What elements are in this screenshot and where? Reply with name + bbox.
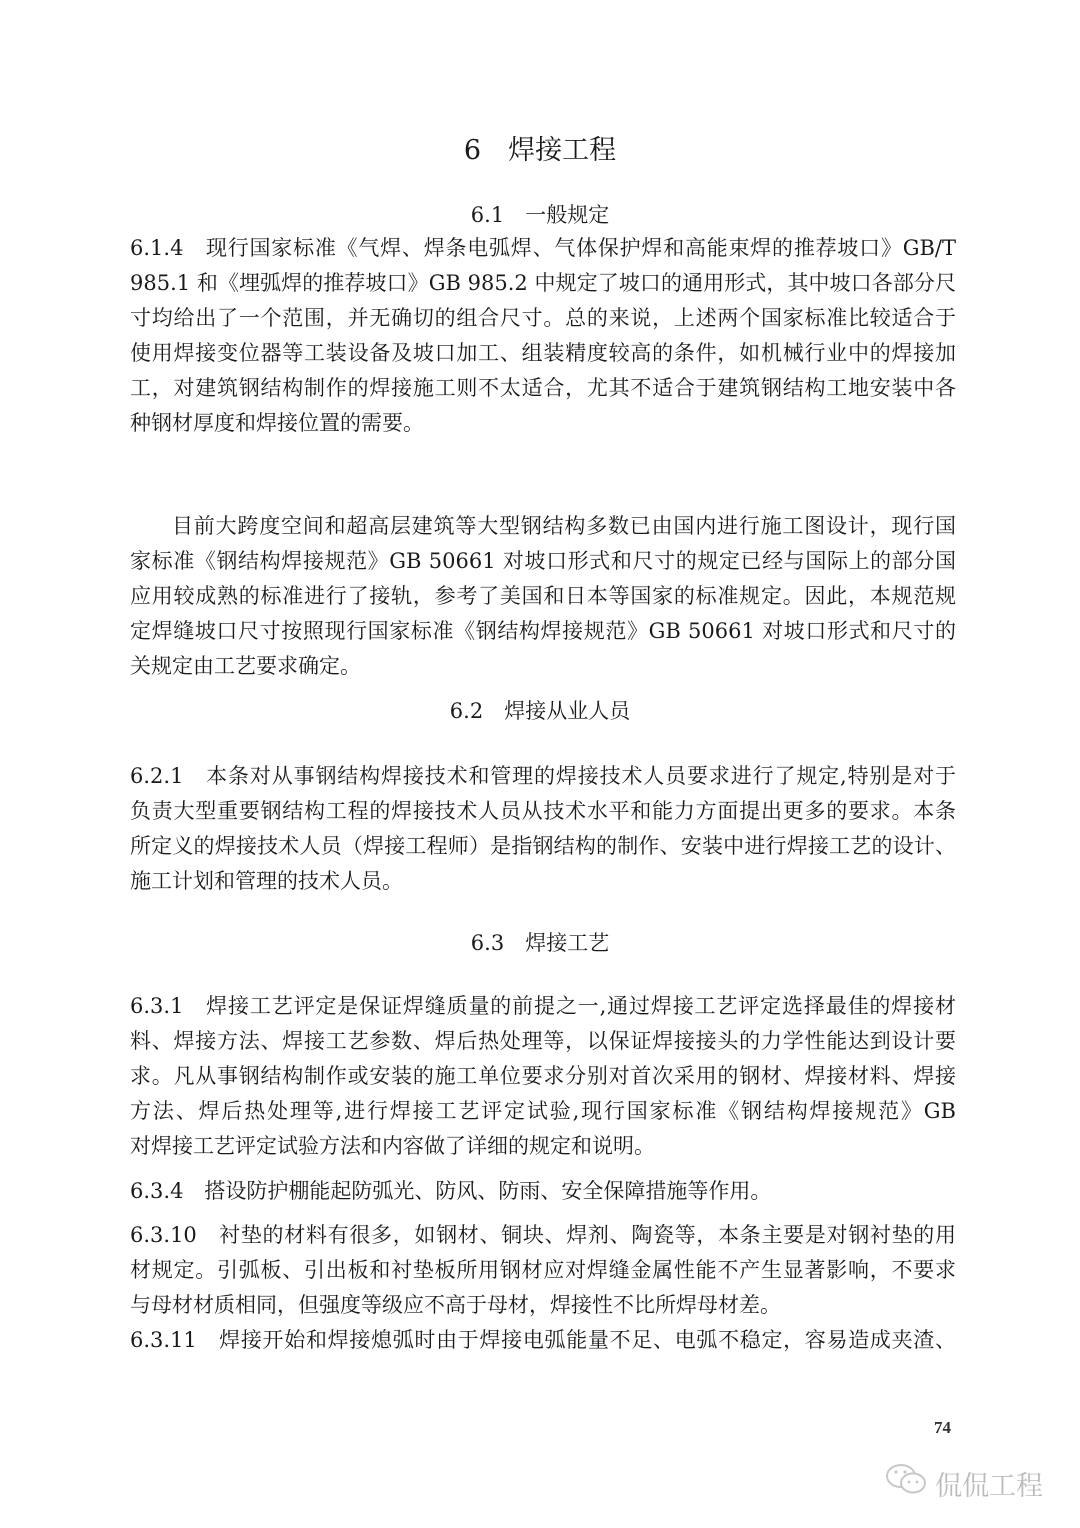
paragraph-6-3-11 bbox=[130, 1323, 956, 1358]
text-line: 定焊缝坡口尺寸按照现行国家标准《钢结构焊接规范》GB 50661 对坡口形式和尺寸的 bbox=[130, 619, 956, 643]
paragraph-6-3-1 bbox=[130, 989, 956, 1164]
text-line: 关规定由工艺要求确定。 bbox=[130, 654, 361, 678]
text-line: 所定义的焊接技术人员（焊接工程师）是指钢结构的制作、安装中进行焊接工艺的设计、 bbox=[130, 834, 956, 858]
chapter-title: 6 焊接工程 bbox=[463, 135, 617, 166]
text-line: 方法、焊后热处理等,进行焊接工艺评定试验,现行国家标准《钢结构焊接规范》GB bbox=[130, 1099, 956, 1123]
watermark bbox=[885, 1462, 1043, 1505]
paragraph-6-1-4-cont bbox=[130, 509, 956, 684]
paragraph-6-1-4 bbox=[130, 231, 956, 441]
wechat-icon bbox=[885, 1462, 929, 1505]
section-heading-6-1: 6.1 一般规定 bbox=[470, 203, 610, 227]
text-line: 材规定。引弧板、引出板和衬垫板所用钢材应对焊缝金属性能不产生显著影响，不要求 bbox=[130, 1258, 956, 1282]
text-line: 6.2.1 本条对从事钢结构焊接技术和管理的焊接技术人员要求进行了规定,特别是对于 bbox=[130, 764, 956, 788]
text-line: 6.1.4 现行国家标准《气焊、焊条电弧焊、气体保护焊和高能束焊的推荐坡口》GB/T bbox=[130, 236, 956, 260]
text-line: 6.3.4 搭设防护棚能起防弧光、防风、防雨、安全保障措施等作用。 bbox=[130, 1179, 772, 1203]
section-heading-6-3: 6.3 焊接工艺 bbox=[470, 931, 610, 955]
text-line: 使用焊接变位器等工装设备及坡口加工、组装精度较高的条件，如机械行业中的焊接加 bbox=[130, 341, 956, 365]
paragraph-6-3-4 bbox=[130, 1174, 956, 1209]
section-heading-6-2: 6.2 焊接从业人员 bbox=[449, 699, 631, 723]
paragraph-6-2-1 bbox=[130, 759, 956, 899]
text-line: 家标准《钢结构焊接规范》GB 50661 对坡口形式和尺寸的规定已经与国际上的部分国 bbox=[130, 549, 956, 573]
paragraph-6-3-10 bbox=[130, 1218, 956, 1323]
text-line: 6.3.11 焊接开始和焊接熄弧时由于焊接电弧能量不足、电弧不稳定，容易造成夹渣、 bbox=[130, 1328, 956, 1352]
text-line: 应用较成熟的标准进行了接轨，参考了美国和日本等国家的标准规定。因此，本规范规 bbox=[130, 584, 956, 608]
text-line: 与母材材质相同，但强度等级应不高于母材，焊接性不比所焊母材差。 bbox=[130, 1293, 781, 1317]
watermark-text: 侃侃工程 bbox=[935, 1471, 1043, 1502]
text-line: 施工计划和管理的技术人员。 bbox=[130, 869, 403, 893]
text-line: 6.3.1 焊接工艺评定是保证焊缝质量的前提之一,通过焊接工艺评定选择最佳的焊接材 bbox=[130, 994, 956, 1018]
text-line: 工，对建筑钢结构制作的焊接施工则不太适合，尤其不适合于建筑钢结构工地安装中各 bbox=[130, 376, 956, 400]
text-line: 985.1 和《埋弧焊的推荐坡口》GB 985.2 中规定了坡口的通用形式，其中坡口各部分尺 bbox=[130, 271, 956, 295]
text-line: 料、焊接方法、焊接工艺参数、焊后热处理等，以保证焊接接头的力学性能达到设计要 bbox=[130, 1029, 956, 1053]
text-line: 求。凡从事钢结构制作或安装的施工单位要求分别对首次采用的钢材、焊接材料、焊接 bbox=[130, 1064, 956, 1088]
text-line: 6.3.10 衬垫的材料有很多，如钢材、铜块、焊剂、陶瓷等，本条主要是对钢衬垫的用 bbox=[130, 1223, 956, 1247]
text-line: 负责大型重要钢结构工程的焊接技术人员从技术水平和能力方面提出更多的要求。本条 bbox=[130, 799, 956, 823]
page-number: 74 bbox=[934, 1418, 951, 1437]
text-line: 种钢材厚度和焊接位置的需要。 bbox=[130, 411, 424, 435]
text-line: 对焊接工艺评定试验方法和内容做了详细的规定和说明。 bbox=[130, 1134, 655, 1158]
text-line: 寸均给出了一个范围，并无确切的组合尺寸。总的来说，上述两个国家标准比较适合于 bbox=[130, 306, 956, 330]
text-line: 目前大跨度空间和超高层建筑等大型钢结构多数已由国内进行施工图设计，现行国 bbox=[172, 514, 956, 538]
